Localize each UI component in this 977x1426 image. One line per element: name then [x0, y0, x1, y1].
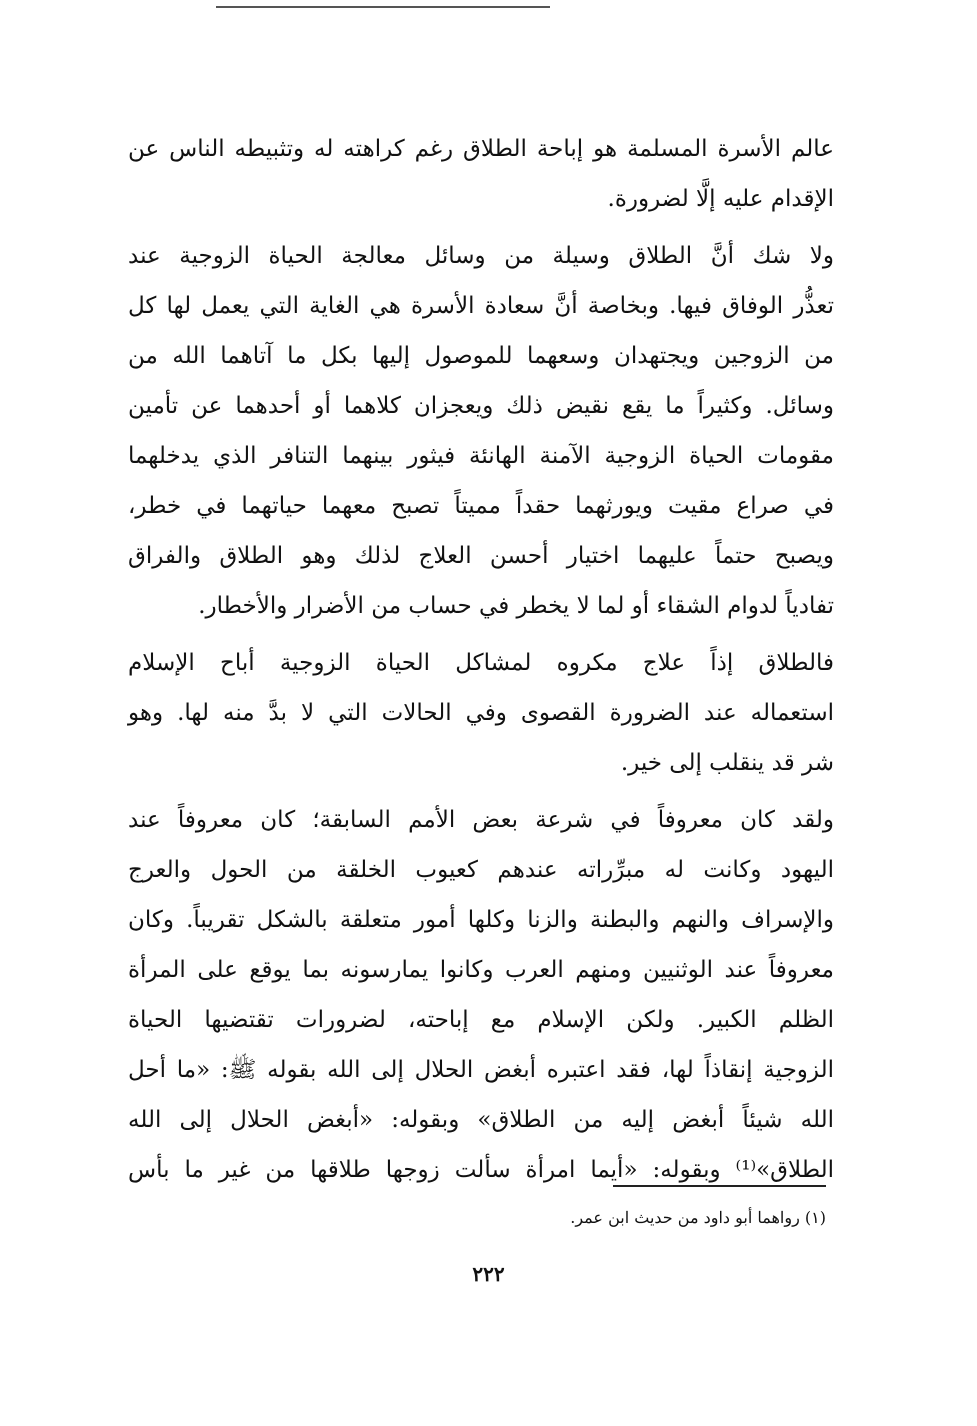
text-line: ولقد كان معروفاً في شرعة بعض الأمم السابقة؛ كان معروفاً عند	[128, 807, 834, 833]
text-line: والإسراف والنهم والبطنة والزنا وكلها أمور متعلقة بالشكل تقريباً. وكان	[128, 907, 834, 933]
text-line: اليهود وكانت له مبرِّراته عندهم كعيوب الخلقة من الحول والعرج	[128, 857, 834, 883]
page-number: ٢٢٢	[472, 1262, 505, 1286]
paragraph	[128, 124, 834, 224]
text-line: تعذُّر الوفاق فيها. وبخاصة أنَّ سعادة الأسرة هي الغاية التي يعمل لها كل	[128, 293, 834, 319]
text-line: ويصبح حتماً عليهما اختيار أحسن العلاج لذلك وهو الطلاق والفراق	[128, 543, 834, 569]
text-line: الطلاق»⁽¹⁾ وبقوله: «أيما امرأة سألت زوجها طلاقها من غير ما بأس	[128, 1157, 834, 1183]
text-line: فالطلاق إذاً علاج مكروه لمشاكل الحياة الزوجية أباح الإسلام	[128, 650, 834, 676]
text-line: الظلم الكبير. ولكن الإسلام مع إباحته، لضرورات تقتضيها الحياة	[128, 1007, 834, 1033]
footnote: (١) رواهما أبو داود من حديث ابن عمر.	[570, 1208, 826, 1227]
text-line: في صراع مقيت ويورثهما حقداً مميتاً تصبح معهما حياتهما في خطر،	[128, 493, 834, 519]
paragraph	[128, 231, 834, 631]
text-line: الزوجية إنقاذاً لها، فقد اعتبره أبغض الحلال إلى الله بقوله ﷺ: «ما أحل	[128, 1057, 834, 1083]
text-line: تفادياً لدوام الشقاء أو لما لا يخطر في حساب من الأضرار والأخطار.	[198, 593, 834, 619]
text-line: وسائل. وكثيراً ما يقع نقيض ذلك ويعجزان كلاهما أو أحدهما عن تأمين	[128, 393, 834, 419]
paragraph	[128, 795, 834, 1195]
text-line: ولا شك أنَّ الطلاق وسيلة من وسائل معالجة الحياة الزوجية عند	[128, 243, 834, 269]
footnote-divider	[613, 1185, 826, 1187]
paragraph	[128, 638, 834, 788]
text-line: الإقدام عليه إلَّا لضرورة.	[607, 186, 834, 212]
text-line: من الزوجين ويجتهدان وسعهما للموصول إليها بكل ما آتاهما الله من	[128, 343, 834, 369]
top-divider	[216, 6, 550, 8]
page-body	[128, 124, 834, 1195]
text-line: مقومات الحياة الزوجية الآمنة الهانئة فيثور بينهما التنافر الذي يدخلهما	[128, 443, 834, 469]
text-line: شر قد ينقلب إلى خير.	[620, 750, 834, 776]
text-line: عالم الأسرة المسلمة هو إباحة الطلاق رغم كراهته له وتثبيطه الناس عن	[128, 136, 834, 162]
text-line: استعماله عند الضرورة القصوى وفي الحالات التي لا بدَّ منه لها. وهو	[128, 700, 834, 726]
text-line: معروفاً عند الوثنيين ومنهم العرب وكانوا يمارسونه بما يوقع على المرأة	[128, 957, 834, 983]
text-line: الله شيئاً أبغض إليه من الطلاق» وبقوله: «أبغض الحلال إلى الله	[128, 1107, 834, 1133]
